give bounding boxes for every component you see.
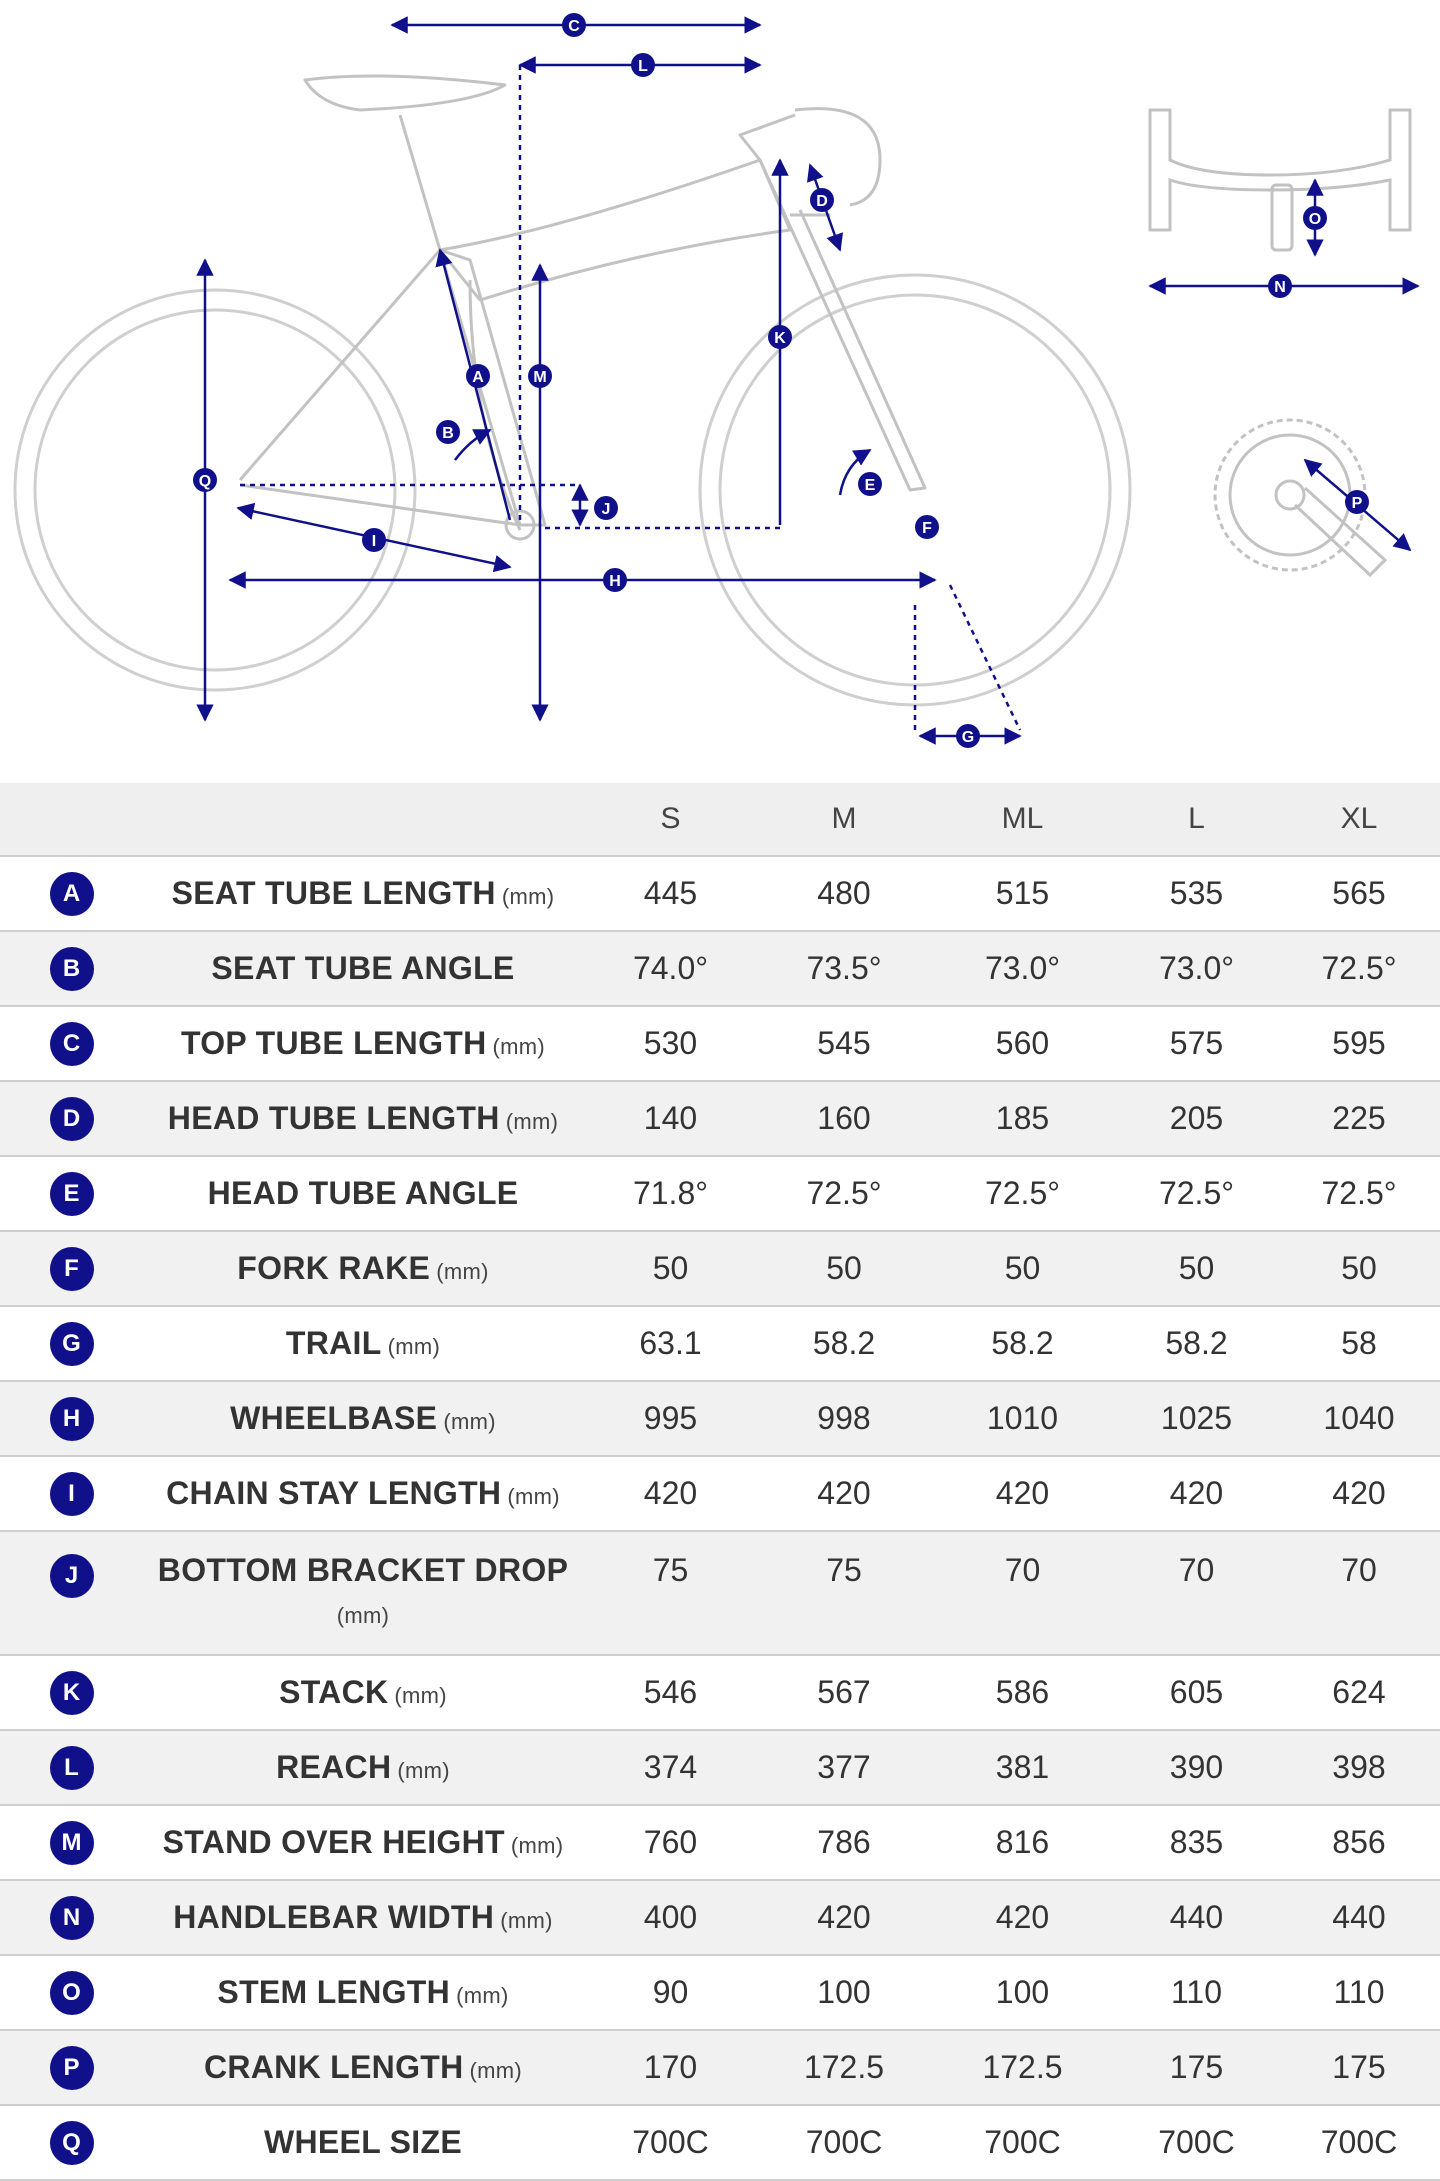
row-label: STAND OVER HEIGHT — [162, 1824, 505, 1860]
value-cell: 58.2 — [758, 1306, 930, 1381]
value-cell: 420 — [930, 1880, 1115, 1955]
value-cell: 1040 — [1278, 1381, 1440, 1456]
row-key-badge: I — [50, 1472, 94, 1516]
row-unit: (mm) — [443, 1409, 496, 1434]
row-key-badge: M — [50, 1821, 94, 1865]
value-cell: 575 — [1115, 1006, 1278, 1081]
value-cell: 50 — [583, 1231, 758, 1306]
value-cell: 816 — [930, 1805, 1115, 1880]
value-cell: 63.1 — [583, 1306, 758, 1381]
row-badge-cell — [0, 1531, 143, 1655]
row-badge-cell — [0, 931, 143, 1006]
row-badge-cell — [0, 1730, 143, 1805]
row-label-cell — [143, 1006, 583, 1081]
marker-K — [768, 325, 792, 349]
row-unit: (mm) — [397, 1758, 450, 1783]
table-row — [0, 1456, 1440, 1531]
value-cell: 90 — [583, 1955, 758, 2030]
value-cell: 998 — [758, 1381, 930, 1456]
marker-J — [594, 496, 618, 520]
row-key-badge: K — [50, 1671, 94, 1715]
svg-text:F: F — [922, 520, 932, 537]
svg-text:N: N — [1274, 279, 1286, 296]
row-label: SEAT TUBE ANGLE — [211, 950, 515, 986]
row-unit: (mm) — [394, 1683, 447, 1708]
header-blank — [0, 783, 143, 856]
value-cell: 400 — [583, 1880, 758, 1955]
value-cell: 515 — [930, 856, 1115, 931]
row-badge-cell — [0, 1381, 143, 1456]
value-cell: 440 — [1278, 1880, 1440, 1955]
value-cell: 420 — [758, 1456, 930, 1531]
row-label: CHAIN STAY LENGTH — [166, 1475, 502, 1511]
row-key-badge: A — [50, 872, 94, 916]
value-cell: 70 — [1115, 1531, 1278, 1655]
row-unit: (mm) — [456, 1983, 509, 2008]
geometry-table — [0, 783, 1440, 2181]
value-cell: 73.0° — [1115, 931, 1278, 1006]
row-label-cell — [143, 856, 583, 931]
row-label-cell — [143, 1381, 583, 1456]
row-badge-cell — [0, 1805, 143, 1880]
table-row — [0, 1531, 1440, 1655]
value-cell: 700C — [583, 2105, 758, 2180]
value-cell: 856 — [1278, 1805, 1440, 1880]
svg-text:C: C — [568, 18, 580, 35]
row-unit: (mm) — [505, 1109, 559, 1134]
table-row — [0, 1081, 1440, 1156]
value-cell: 760 — [583, 1805, 758, 1880]
svg-text:O: O — [1308, 211, 1322, 228]
row-label: HEAD TUBE LENGTH — [167, 1100, 500, 1136]
dimension-lines — [205, 25, 1418, 736]
table-body — [0, 856, 1440, 2180]
row-key-badge: G — [50, 1322, 94, 1366]
value-cell: 58.2 — [1115, 1306, 1278, 1381]
marker-Q — [193, 468, 217, 492]
value-cell: 545 — [758, 1006, 930, 1081]
svg-text:P: P — [1351, 495, 1363, 512]
row-label-cell — [143, 1081, 583, 1156]
table-row — [0, 1880, 1440, 1955]
value-cell: 74.0° — [583, 931, 758, 1006]
value-cell: 73.0° — [930, 931, 1115, 1006]
row-key-badge: H — [50, 1397, 94, 1441]
value-cell: 700C — [1278, 2105, 1440, 2180]
value-cell: 72.5° — [1115, 1156, 1278, 1231]
value-cell: 440 — [1115, 1880, 1278, 1955]
value-cell: 72.5° — [1278, 1156, 1440, 1231]
marker-A — [466, 364, 490, 388]
marker-D — [810, 188, 834, 212]
value-cell: 50 — [1115, 1231, 1278, 1306]
value-cell: 700C — [758, 2105, 930, 2180]
row-label: WHEELBASE — [230, 1400, 438, 1436]
row-label-cell — [143, 2030, 583, 2105]
row-label: STACK — [279, 1674, 389, 1710]
value-cell: 530 — [583, 1006, 758, 1081]
row-badge-cell — [0, 1456, 143, 1531]
size-header: ML — [930, 783, 1115, 856]
marker-B — [436, 420, 460, 444]
marker-E — [858, 472, 882, 496]
value-cell: 72.5° — [930, 1156, 1115, 1231]
value-cell: 786 — [758, 1805, 930, 1880]
value-cell: 995 — [583, 1381, 758, 1456]
row-badge-cell — [0, 1306, 143, 1381]
value-cell: 835 — [1115, 1805, 1278, 1880]
row-key-badge: D — [50, 1097, 94, 1141]
size-header: M — [758, 783, 930, 856]
svg-text:L: L — [638, 58, 648, 75]
row-unit: (mm) — [469, 2058, 523, 2083]
row-badge-cell — [0, 2030, 143, 2105]
value-cell: 535 — [1115, 856, 1278, 931]
value-cell: 595 — [1278, 1006, 1440, 1081]
marker-F — [915, 515, 939, 539]
row-key-badge: C — [50, 1022, 94, 1066]
header-label — [143, 783, 583, 856]
value-cell: 58 — [1278, 1306, 1440, 1381]
row-unit: (mm) — [500, 1908, 553, 1933]
row-label: CRANK LENGTH — [203, 2049, 464, 2085]
row-key-badge: O — [50, 1971, 94, 2015]
value-cell: 420 — [1278, 1456, 1440, 1531]
value-cell: 700C — [1115, 2105, 1278, 2180]
value-cell: 72.5° — [758, 1156, 930, 1231]
table-row — [0, 1955, 1440, 2030]
row-key-badge: P — [50, 2046, 94, 2090]
svg-text:J: J — [601, 501, 611, 518]
value-cell: 110 — [1115, 1955, 1278, 2030]
row-unit: (mm) — [336, 1603, 390, 1628]
svg-text:E: E — [864, 477, 876, 494]
table-row — [0, 1381, 1440, 1456]
value-cell: 50 — [758, 1231, 930, 1306]
table-row — [0, 856, 1440, 931]
marker-N — [1268, 274, 1292, 298]
row-unit: (mm) — [501, 884, 555, 909]
value-cell: 205 — [1115, 1081, 1278, 1156]
row-label: TRAIL — [285, 1325, 382, 1361]
row-unit: (mm) — [436, 1259, 489, 1284]
table-row — [0, 2030, 1440, 2105]
value-cell: 624 — [1278, 1655, 1440, 1730]
row-label-cell — [143, 1730, 583, 1805]
table-row — [0, 1156, 1440, 1231]
value-cell: 175 — [1115, 2030, 1278, 2105]
row-badge-cell — [0, 856, 143, 931]
row-badge-cell — [0, 1955, 143, 2030]
value-cell: 420 — [758, 1880, 930, 1955]
row-unit: (mm) — [387, 1334, 441, 1359]
value-cell: 172.5 — [758, 2030, 930, 2105]
value-cell: 586 — [930, 1655, 1115, 1730]
value-cell: 70 — [930, 1531, 1115, 1655]
size-header: L — [1115, 783, 1278, 856]
row-badge-cell — [0, 1156, 143, 1231]
row-key-badge: J — [50, 1554, 94, 1598]
svg-text:Q: Q — [198, 473, 212, 490]
value-cell: 420 — [930, 1456, 1115, 1531]
marker-M — [528, 364, 552, 388]
table-row — [0, 1231, 1440, 1306]
value-cell: 480 — [758, 856, 930, 931]
row-badge-cell — [0, 1006, 143, 1081]
value-cell: 700C — [930, 2105, 1115, 2180]
value-cell: 70 — [1278, 1531, 1440, 1655]
row-badge-cell — [0, 1081, 143, 1156]
value-cell: 225 — [1278, 1081, 1440, 1156]
row-label: BOTTOM BRACKET DROP — [157, 1552, 569, 1588]
marker-O — [1303, 206, 1327, 230]
row-unit: (mm) — [492, 1034, 546, 1059]
value-cell: 170 — [583, 2030, 758, 2105]
value-cell: 185 — [930, 1081, 1115, 1156]
svg-text:D: D — [816, 193, 828, 210]
bike-geometry-svg — [0, 0, 1440, 780]
value-cell: 72.5° — [1278, 931, 1440, 1006]
value-cell: 546 — [583, 1655, 758, 1730]
value-cell: 100 — [930, 1955, 1115, 2030]
size-header: XL — [1278, 783, 1440, 856]
row-key-badge: N — [50, 1896, 94, 1940]
handlebar-top-view — [1150, 110, 1410, 250]
row-unit: (mm) — [507, 1484, 560, 1509]
value-cell: 420 — [583, 1456, 758, 1531]
row-key-badge: F — [50, 1247, 94, 1291]
svg-text:M: M — [533, 369, 547, 386]
row-label: TOP TUBE LENGTH — [180, 1025, 487, 1061]
value-cell: 160 — [758, 1081, 930, 1156]
row-key-badge: Q — [50, 2121, 94, 2165]
value-cell: 175 — [1278, 2030, 1440, 2105]
row-badge-cell — [0, 1231, 143, 1306]
svg-text:H: H — [609, 573, 621, 590]
value-cell: 445 — [583, 856, 758, 931]
table-row — [0, 1306, 1440, 1381]
table-row — [0, 1805, 1440, 1880]
row-label-cell — [143, 1231, 583, 1306]
row-label: STEM LENGTH — [217, 1974, 451, 2010]
marker-L — [631, 53, 655, 77]
svg-text:B: B — [442, 425, 454, 442]
row-key-badge: L — [50, 1746, 94, 1790]
value-cell: 398 — [1278, 1730, 1440, 1805]
value-cell: 58.2 — [930, 1306, 1115, 1381]
value-cell: 420 — [1115, 1456, 1278, 1531]
svg-text:K: K — [774, 330, 786, 347]
value-cell: 172.5 — [930, 2030, 1115, 2105]
row-key-badge: B — [50, 947, 94, 991]
row-label: FORK RAKE — [237, 1250, 431, 1286]
row-badge-cell — [0, 1655, 143, 1730]
marker-P — [1345, 490, 1369, 514]
value-cell: 377 — [758, 1730, 930, 1805]
table-row — [0, 1730, 1440, 1805]
value-cell: 140 — [583, 1081, 758, 1156]
value-cell: 1025 — [1115, 1381, 1278, 1456]
table-row — [0, 931, 1440, 1006]
value-cell: 75 — [583, 1531, 758, 1655]
row-label: HANDLEBAR WIDTH — [173, 1899, 495, 1935]
row-label-cell — [143, 1655, 583, 1730]
svg-text:I: I — [371, 533, 377, 550]
row-key-badge: E — [50, 1172, 94, 1216]
row-label-cell — [143, 1880, 583, 1955]
value-cell: 390 — [1115, 1730, 1278, 1805]
table-header — [0, 783, 1440, 856]
value-cell: 100 — [758, 1955, 930, 2030]
value-cell: 75 — [758, 1531, 930, 1655]
row-label-cell — [143, 1306, 583, 1381]
value-cell: 374 — [583, 1730, 758, 1805]
row-label-cell — [143, 1955, 583, 2030]
row-label-cell — [143, 1531, 583, 1655]
row-label: SEAT TUBE LENGTH — [171, 875, 496, 911]
row-badge-cell — [0, 1880, 143, 1955]
row-label: WHEEL SIZE — [264, 2124, 462, 2160]
marker-C — [562, 13, 586, 37]
size-header: S — [583, 783, 758, 856]
value-cell: 50 — [1278, 1231, 1440, 1306]
value-cell: 567 — [758, 1655, 930, 1730]
row-label-cell — [143, 931, 583, 1006]
value-cell: 73.5° — [758, 931, 930, 1006]
marker-G — [956, 724, 980, 748]
svg-text:A: A — [472, 369, 484, 386]
value-cell: 565 — [1278, 856, 1440, 931]
bike-frame — [240, 76, 925, 539]
row-label-cell — [143, 1456, 583, 1531]
header-row — [0, 783, 1440, 856]
svg-text:G: G — [961, 729, 975, 746]
value-cell: 560 — [930, 1006, 1115, 1081]
row-label: REACH — [276, 1749, 392, 1785]
value-cell: 605 — [1115, 1655, 1278, 1730]
row-label-cell — [143, 1156, 583, 1231]
table-row — [0, 1006, 1440, 1081]
value-cell: 1010 — [930, 1381, 1115, 1456]
value-cell: 50 — [930, 1231, 1115, 1306]
marker-H — [603, 568, 627, 592]
value-cell: 71.8° — [583, 1156, 758, 1231]
value-cell: 381 — [930, 1730, 1115, 1805]
bike-geometry-diagram — [0, 0, 1440, 780]
row-label: HEAD TUBE ANGLE — [207, 1175, 519, 1211]
marker-I — [362, 528, 386, 552]
row-label-cell — [143, 1805, 583, 1880]
table-row — [0, 1655, 1440, 1730]
value-cell: 110 — [1278, 1955, 1440, 2030]
row-unit: (mm) — [510, 1833, 564, 1858]
